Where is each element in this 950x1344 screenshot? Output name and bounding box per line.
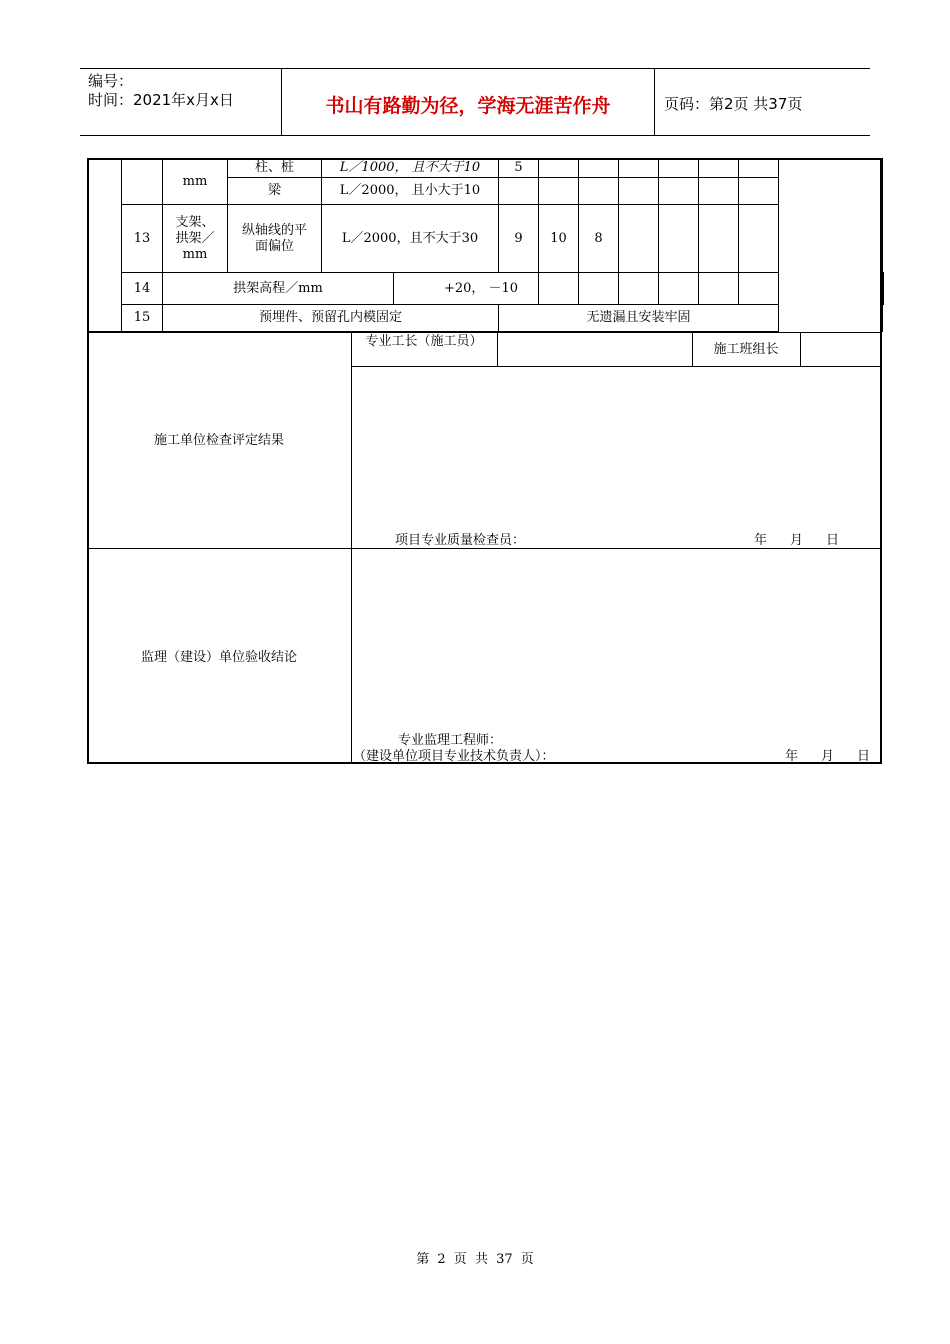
- table-row: [88, 205, 884, 273]
- header-motto: 书山有路勤为径，学海无涯苦作舟: [325, 95, 611, 117]
- measure-cell: [739, 205, 779, 273]
- measure-cell: 10: [539, 205, 579, 273]
- remark-cell: [779, 159, 883, 332]
- measure-cell: [699, 273, 739, 305]
- signoff-top-rule: [87, 332, 882, 333]
- measure-cell: 9: [499, 205, 539, 273]
- inspection-table: [87, 158, 884, 332]
- item-cell: 柱、桩: [228, 159, 322, 178]
- item-cell: 拱架高程／mm: [163, 273, 394, 305]
- tolerance-cell: L／2000， 且小大于10: [322, 178, 499, 205]
- measure-cell: [739, 159, 779, 178]
- footer-current-page: 2: [437, 1252, 446, 1267]
- date-day: 日: [826, 533, 840, 548]
- measure-cell: [699, 178, 739, 205]
- measure-cell: 8: [579, 205, 619, 273]
- page-code: 页码：第2页 共37页: [664, 95, 803, 113]
- category-cell: 支架、拱架／mm: [163, 205, 228, 273]
- measure-cell: [739, 273, 779, 305]
- measure-cell: [659, 273, 699, 305]
- measure-cell: [499, 178, 539, 205]
- construction-result-label: 施工单位检查评定结果: [153, 433, 284, 448]
- supervision-conclusion-label: 监理（建设）单位验收结论: [140, 650, 297, 665]
- header-bottom-rule: [80, 135, 870, 136]
- foreman-label: 专业工长（施工员）: [365, 334, 483, 349]
- measure-cell: [539, 159, 579, 178]
- doc-number-label: 编号：: [88, 72, 134, 90]
- tolerance-cell: L／1000， 且不大于10: [322, 159, 499, 178]
- date-year: 年: [754, 533, 768, 548]
- owner-technical-lead-label: （建设单位项目专业技术负责人）：: [353, 749, 555, 764]
- row-number-cell: 14: [122, 273, 163, 305]
- doc-time-label: 时间：2021年x月x日: [88, 91, 234, 109]
- measure-cell: [699, 205, 739, 273]
- quality-inspector-label: 项目专业质量检查员：: [395, 533, 526, 548]
- measure-cell: [619, 205, 659, 273]
- footer-total-unit: 页: [520, 1252, 534, 1267]
- measure-cell: [579, 159, 619, 178]
- date-month-2: 月: [821, 749, 835, 764]
- measure-cell: [579, 273, 619, 305]
- row-number-cell: [122, 159, 163, 205]
- item-cell: 纵轴线的平面偏位: [228, 205, 322, 273]
- date-month: 月: [790, 533, 804, 548]
- signer-divider-3: [800, 332, 801, 366]
- table-row: [88, 273, 884, 305]
- requirement-cell: 无遗漏且安装牢固: [499, 305, 779, 332]
- header-top-rule: [80, 68, 870, 69]
- category-cell: mm: [163, 159, 228, 205]
- header-divider-right: [654, 68, 655, 136]
- footer-total-pages: 37: [496, 1252, 513, 1267]
- measure-cell: [619, 159, 659, 178]
- measure-cell: [619, 178, 659, 205]
- signer-row-rule: [351, 366, 882, 367]
- measure-cell: [579, 178, 619, 205]
- footer-page-unit: 页: [453, 1252, 467, 1267]
- measure-cell: 5: [499, 159, 539, 178]
- date-year-2: 年: [785, 749, 799, 764]
- tolerance-cell: +20， －10: [394, 273, 539, 305]
- section-cell: [88, 159, 122, 332]
- footer-total-word: 共: [474, 1252, 488, 1267]
- table-row: [88, 159, 884, 178]
- measure-cell: [739, 178, 779, 205]
- measure-cell: [619, 273, 659, 305]
- supervising-engineer-label: 专业监理工程师：: [398, 733, 503, 748]
- measure-cell: [659, 205, 699, 273]
- measure-cell: [539, 178, 579, 205]
- item-cell: 预埋件、预留孔内模固定: [163, 305, 499, 332]
- measure-cell: [883, 273, 884, 305]
- page-footer: [0, 1248, 950, 1267]
- signer-divider-1: [497, 332, 498, 366]
- measure-cell: [659, 178, 699, 205]
- team-leader-label: 施工班组长: [713, 342, 779, 357]
- row-number-cell: 13: [122, 205, 163, 273]
- date-day-2: 日: [857, 749, 871, 764]
- measure-cell: [539, 273, 579, 305]
- measure-cell: [659, 159, 699, 178]
- tolerance-cell: L／2000，且不大于30: [322, 205, 499, 273]
- item-cell: 梁: [228, 178, 322, 205]
- measure-cell: [699, 159, 739, 178]
- footer-page-word: 第: [416, 1252, 430, 1267]
- row-number-cell: 15: [122, 305, 163, 332]
- table-row: [88, 305, 884, 332]
